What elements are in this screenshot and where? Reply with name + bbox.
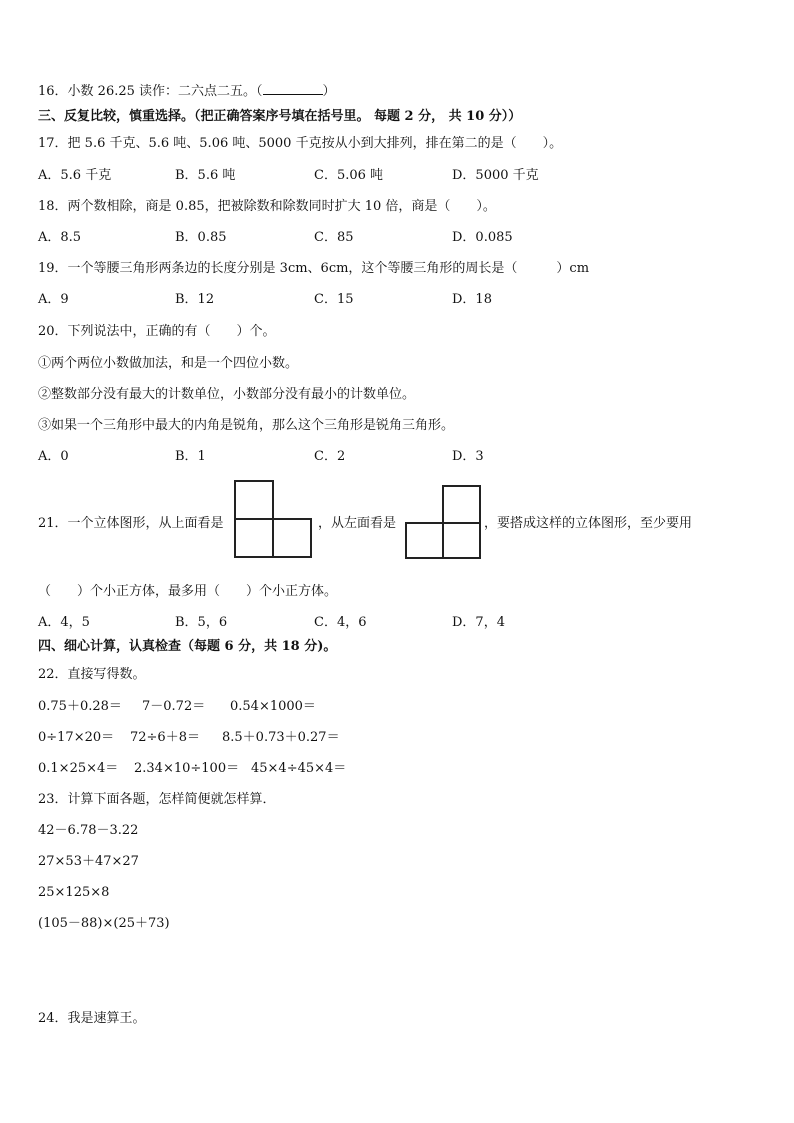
calc-item: 25×125×8	[38, 885, 110, 900]
option-c[interactable]: C．2	[314, 449, 346, 464]
calc-item: 42－6.78－3.22	[38, 823, 139, 838]
option-c[interactable]: C．85	[314, 230, 354, 245]
square-cell	[405, 522, 444, 559]
option-b[interactable]: B．1	[175, 449, 206, 464]
question-21-part1: 21．一个立体图形，从上面看是	[38, 516, 224, 531]
option-d[interactable]: D．3	[452, 449, 484, 464]
option-d[interactable]: D．5000 千克	[452, 168, 539, 183]
calc-item: 27×53＋47×27	[38, 854, 139, 869]
statement-3: ③如果一个三角形中最大的内角是锐角，那么这个三角形是锐角三角形。	[38, 418, 455, 433]
square-cell	[234, 480, 274, 520]
question-21-part2: ，从左面看是	[318, 516, 397, 531]
calc-item: 72÷6＋8＝	[130, 730, 200, 745]
option-d[interactable]: D．0.085	[452, 230, 513, 245]
question-17-text: 17．把 5.6 千克、5.6 吨、5.06 吨、5000 千克按从小到大排列，排在第二的是（ ）。	[38, 136, 563, 151]
option-d[interactable]: D．18	[452, 292, 492, 307]
option-b[interactable]: B．0.85	[175, 230, 227, 245]
question-24-text: 24．我是速算王。	[38, 1011, 146, 1026]
section-4-title: 四、细心计算，认真检查（每题 6 分，共 18 分)。	[38, 639, 337, 654]
calc-item: 0.54×1000＝	[230, 699, 316, 714]
square-cell	[234, 518, 274, 558]
option-b[interactable]: B．5，6	[175, 615, 228, 630]
question-16-end: ）	[322, 84, 336, 99]
calc-item: 2.34×10÷100＝	[134, 761, 240, 776]
option-b[interactable]: B．5.6 吨	[175, 168, 236, 183]
square-cell	[442, 522, 481, 559]
question-23-text: 23．计算下面各题，怎样简便就怎样算．	[38, 792, 276, 807]
option-b[interactable]: B．12	[175, 292, 215, 307]
calc-item: 0.1×25×4＝	[38, 761, 119, 776]
question-22-text: 22．直接写得数。	[38, 667, 146, 682]
option-c[interactable]: C．15	[314, 292, 354, 307]
option-c[interactable]: C．5.06 吨	[314, 168, 384, 183]
question-21-line2: （ ）个小正方体，最多用（ ）个小正方体。	[38, 584, 338, 599]
question-19-text: 19．一个等腰三角形两条边的长度分别是 3cm、6cm，这个等腰三角形的周长是（ ）cm	[38, 261, 590, 276]
option-c[interactable]: C．4，6	[314, 615, 367, 630]
question-16-text: 16．小数 26.25 读作：二六点二五。（	[38, 84, 263, 99]
calc-item: 0÷17×20＝	[38, 730, 115, 745]
statement-2: ②整数部分没有最大的计数单位，小数部分没有最小的计数单位。	[38, 387, 416, 402]
calc-item: 45×4÷45×4＝	[251, 761, 347, 776]
option-a[interactable]: A．5.6 千克	[38, 168, 112, 183]
question-18-text: 18．两个数相除，商是 0.85，把被除数和除数同时扩大 10 倍，商是（ ）。	[38, 199, 496, 214]
square-cell	[272, 518, 312, 558]
square-cell	[442, 485, 481, 524]
calc-item: 7－0.72＝	[142, 699, 206, 714]
left-view-figure	[405, 485, 481, 559]
calc-item: 0.75＋0.28＝	[38, 699, 122, 714]
section-3-title: 三、反复比较，慎重选择。（把正确答案序号填在括号里。 每题 2 分， 共 10 分））	[38, 109, 522, 124]
option-a[interactable]: A．8.5	[38, 230, 82, 245]
option-d[interactable]: D．7，4	[452, 615, 505, 630]
answer-blank[interactable]	[263, 82, 323, 95]
option-a[interactable]: A．4，5	[38, 615, 90, 630]
question-16	[38, 82, 336, 101]
question-21-part3: ，要搭成这样的立体图形，至少要用	[484, 516, 693, 531]
option-a[interactable]: A．0	[38, 449, 69, 464]
top-view-figure	[234, 480, 314, 558]
question-20-text: 20．下列说法中，正确的有（ ）个。	[38, 324, 276, 339]
calc-item: (105－88)×(25＋73)	[38, 916, 170, 931]
calc-item: 8.5＋0.73＋0.27＝	[222, 730, 340, 745]
option-a[interactable]: A．9	[38, 292, 69, 307]
statement-1: ①两个两位小数做加法，和是一个四位小数。	[38, 356, 299, 371]
